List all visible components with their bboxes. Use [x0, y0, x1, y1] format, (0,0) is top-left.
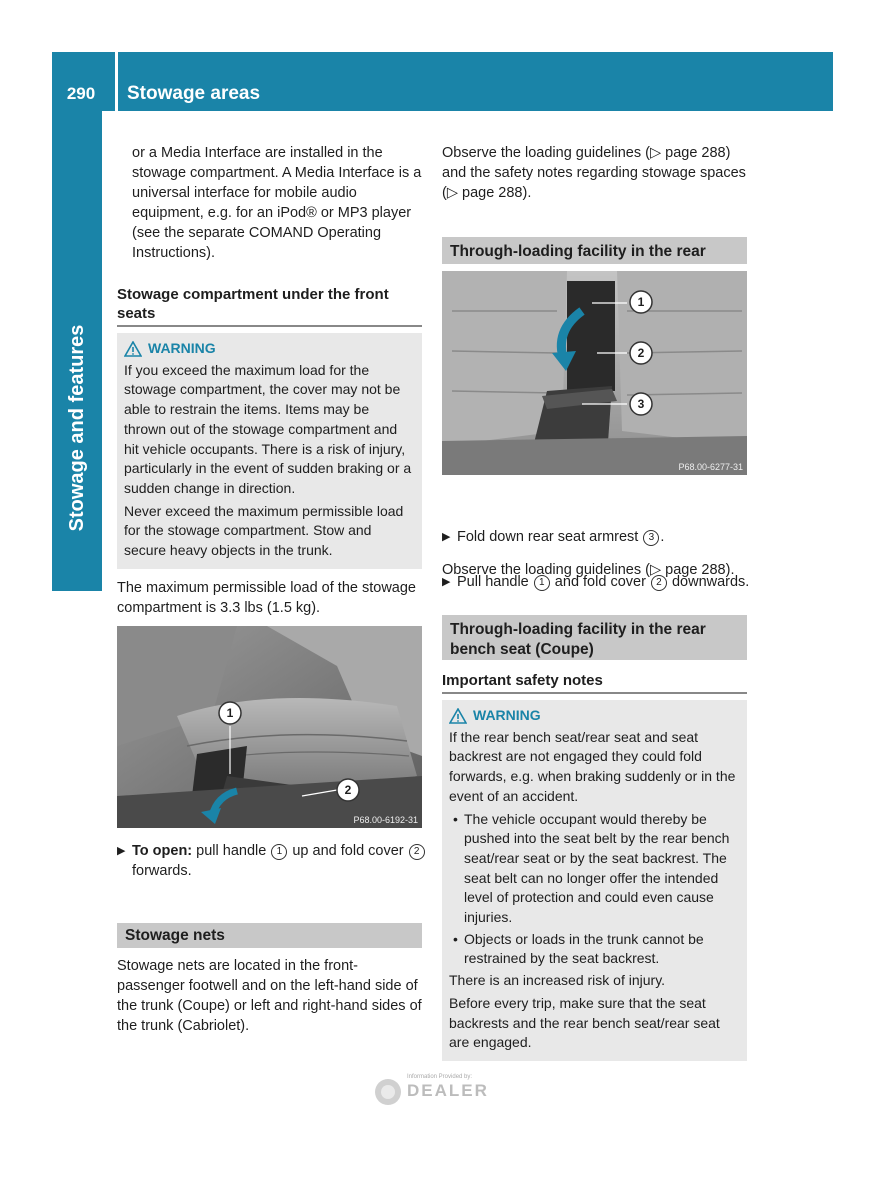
rear-seat-illustration [442, 271, 747, 475]
callout-ref: 3 [643, 530, 659, 546]
warning-paragraph: Never exceed the maximum permissible load for the stowage compartment. Stow and secure heavy objects in the trunk. [124, 502, 404, 559]
front-seat-stowage-image [117, 626, 422, 828]
warning-triangle-icon [449, 708, 467, 724]
step-arrow-icon: ▶ [442, 531, 451, 543]
instruction-text: forwards. [132, 863, 192, 879]
warning-title [449, 706, 739, 726]
warning-paragraph: Before every trip, make sure that the seat backrests and the rear bench seat/rear seat are engaged. [449, 994, 720, 1051]
instruction-text: pull handle [192, 843, 271, 859]
callout-2: 2 [344, 783, 352, 797]
dealer-logo [373, 1073, 513, 1109]
observe-guidelines-text: Observe the loading guidelines (▷ page 288). [442, 562, 735, 578]
warning-title [124, 339, 414, 359]
step-fold-armrest [442, 527, 762, 547]
rear-bench-through-loading-heading: Through-loading facility in the rear bench seat (Coupe) [442, 615, 747, 660]
callout-ref: 1 [534, 575, 550, 591]
front-seat-illustration [117, 626, 422, 828]
rear-through-loading-heading: Through-loading facility in the rear [442, 237, 747, 264]
stowage-under-seats-heading: Stowage compartment under the front seats [117, 285, 422, 327]
image-code: P68.00-6192-31 [353, 815, 418, 825]
max-load-text: The maximum permissible load of the stowage compartment is 3.3 lbs (1.5 kg). [117, 580, 416, 616]
left-intro-text: or a Media Interface are installed in the stowage compartment. A Media Interface is a universal interface for mobile audio equipment, e.g. for an iPod® or MP3 player (see the separate COMAND Operating Instructions). [132, 145, 422, 261]
image-code: P68.00-6277-31 [678, 462, 743, 472]
step-text: Pull handle [457, 574, 533, 590]
warning-bullet: • Objects or loads in the trunk cannot be restrained by the seat backrest. [449, 930, 739, 969]
callout-1: 1 [226, 706, 234, 720]
callout-1: 1 [637, 295, 645, 309]
warning-title-label: WARNING [473, 707, 541, 723]
warning-triangle-icon [124, 341, 142, 357]
callout-3: 3 [637, 397, 645, 411]
callout-ref: 2 [409, 844, 425, 860]
stowage-nets-heading: Stowage nets [117, 923, 422, 948]
warning-bullet: • The vehicle occupant would thereby be pushed into the seat belt by the rear bench seat/rear seat or by the seat backrest. The seat belt can no longer offer the intended level of protection and could even cause injuries. [449, 810, 739, 928]
step-text: and fold cover [550, 574, 650, 590]
instruction-bold: To open: [132, 843, 193, 859]
page-number: 290 [66, 84, 96, 103]
warning-box-left [117, 333, 422, 569]
provided-by-text: Information Provided by: [407, 1074, 473, 1080]
open-instruction [117, 841, 437, 881]
step-text: Fold down rear seat armrest [457, 529, 643, 545]
dealer-logo-icon [373, 1077, 403, 1107]
important-safety-notes-heading: Important safety notes [442, 671, 747, 694]
warning-box-right [442, 700, 747, 1061]
callout-ref: 1 [271, 844, 287, 860]
step-text: . [660, 529, 665, 545]
warning-title-label: WARNING [148, 340, 216, 356]
dealer-logo-text: DEALER [407, 1081, 489, 1100]
rear-seat-image [442, 271, 747, 475]
right-intro-text: Observe the loading guidelines (▷ page 288) and the safety notes regarding stowage spaces (▷ page 288). [442, 145, 746, 201]
instruction-text: up and fold cover [288, 843, 408, 859]
step-arrow-icon: ▶ [117, 845, 126, 857]
step-arrow-icon: ▶ [442, 576, 451, 588]
stowage-nets-text: Stowage nets are located in the front-passenger footwell and on the left-hand side of the trunk (Coupe) or left and right-hand sides of the trunk (Cabriolet). [117, 958, 422, 1034]
step-text: downwards. [667, 574, 750, 590]
callout-ref: 2 [651, 575, 667, 591]
warning-paragraph: If you exceed the maximum load for the stowage compartment, the cover may not be able to restrain the items. Items may be thrown out of the stowage compartment and hit vehicle occupants. There is a risk of injury, particularly in the event of sudden braking or a sudden change in direction. [124, 361, 412, 496]
section-title: Stowage areas [127, 83, 261, 104]
warning-paragraph: If the rear bench seat/rear seat and seat backrest are not engaged they could fold forwards, e.g. when braking suddenly or in the event of an accident. [449, 728, 736, 804]
side-tab-label: Stowage and features [66, 324, 88, 532]
callout-2: 2 [637, 346, 645, 360]
warning-paragraph: There is an increased risk of injury. [449, 972, 666, 989]
